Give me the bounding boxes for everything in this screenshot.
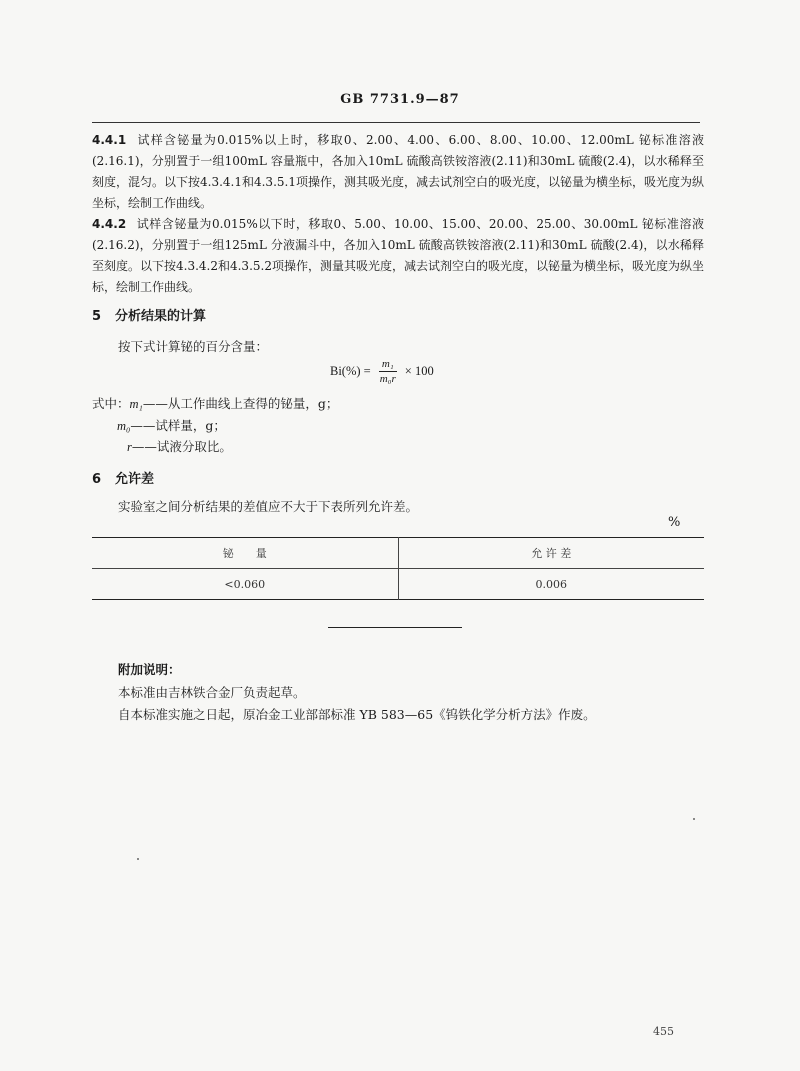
variable-line-m0 (117, 416, 226, 434)
section-number: 5 (92, 309, 102, 324)
notes-title: 附加说明： (118, 662, 181, 677)
scan-speck (693, 818, 695, 820)
clause-number: 4.4.2 (92, 217, 127, 231)
clause-text: 试样含铋量为0.015%以上时，移取0、2.00、4.00、6.00、8.00、10.00、12.00mL 铋标准溶液(2.16.1)，分别置于一组100mL 容量瓶中，各加入10mL 硫酸高铁铵溶液(2.11)和30mL 硫酸(2.4)，以水稀释至刻度，混匀。以下按4.3.4.1和4.3.5.1项操作，测其吸光度，减去试剂空白的吸光度，以铋量为横坐标，吸光度为纵坐标，绘制工作曲线。 (92, 133, 704, 210)
section-6-heading (92, 468, 154, 487)
table-header-row (92, 538, 704, 569)
table-row (92, 569, 704, 600)
clause-text: 试样含铋量为0.015%以下时，移取0、5.00、10.00、15.00、20.00、25.00、30.00mL 铋标准溶液(2.16.2)，分别置于一组125mL 分液漏斗中，各加入10mL 硫酸高铁铵溶液(2.11)和30mL 硫酸(2.4)，以水稀释至刻度。以下按4.3.4.2和4.3.5.2项操作，测量其吸光度，减去试剂空白的吸光度，以铋量为横坐标，吸光度为纵坐标，绘制工作曲线。 (92, 217, 704, 294)
where-prefix: 式中： (92, 396, 130, 411)
section-5-intro: 按下式计算铋的百分含量： (118, 339, 269, 354)
clause-4-4-2 (92, 214, 704, 298)
section-number: 6 (92, 472, 102, 487)
standard-code-header: GB 7731.9—87 (340, 92, 460, 107)
formula-numerator: m₁ (379, 357, 397, 372)
table-unit: % (668, 515, 681, 530)
clause-4-4-1 (92, 130, 704, 214)
scan-speck (137, 858, 139, 860)
formula-rhs: × 100 (404, 363, 434, 378)
column-header-tolerance: 允 许 差 (531, 547, 572, 560)
variable-line-r (127, 437, 232, 455)
variable-desc: ——试样量，g； (130, 418, 226, 433)
section-6-intro: 实验室之间分析结果的差值应不大于下表所列允许差。 (118, 499, 419, 514)
formula-denominator: m₀r (379, 372, 396, 385)
section-5-heading (92, 305, 206, 324)
section-title: 允许差 (115, 472, 155, 487)
table-cell-bismuth: <0.060 (92, 569, 398, 600)
header-rule (92, 122, 700, 123)
tolerance-table (92, 537, 704, 600)
formula-lhs: Bi(%) = (330, 363, 371, 378)
variable-line-m1 (92, 394, 338, 412)
variable-symbol: m₁ (129, 397, 143, 411)
page-number: 455 (653, 1025, 674, 1038)
end-rule (328, 627, 462, 628)
variable-desc: ——试液分取比。 (131, 439, 232, 454)
variable-symbol: m₀ (117, 419, 131, 433)
variable-desc: ——从工作曲线上查得的铋量，g； (142, 396, 339, 411)
variable-symbol: r (127, 440, 132, 454)
table-cell-tolerance: 0.006 (535, 577, 567, 591)
column-header-bismuth: 铋 量 (92, 538, 398, 569)
notes-line-1: 本标准由吉林铁合金厂负责起草。 (118, 685, 306, 700)
notes-line-2: 自本标准实施之日起，原冶金工业部部标准 YB 583—65《钨铁化学分析方法》作废。 (118, 707, 596, 722)
section-title: 分析结果的计算 (115, 309, 207, 324)
formula-fraction (377, 357, 399, 386)
clause-number: 4.4.1 (92, 133, 127, 147)
bismuth-formula (330, 355, 434, 387)
